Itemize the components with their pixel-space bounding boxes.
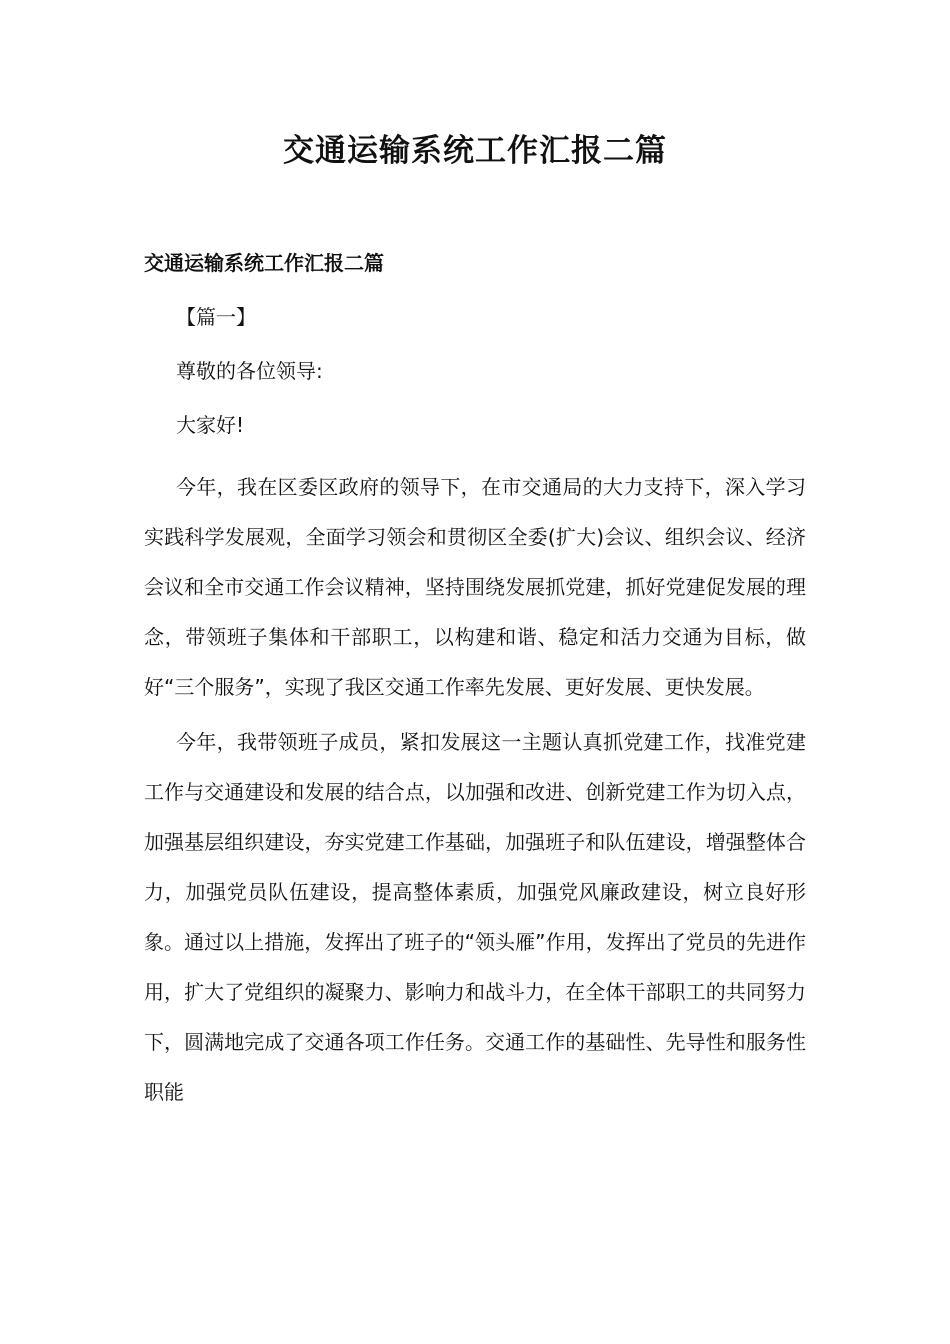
salutation: 尊敬的各位领导: (176, 359, 323, 383)
section-label: 【篇一】 (176, 305, 256, 329)
greeting: 大家好! (176, 413, 245, 437)
body-paragraph: 今年，我在区委区政府的领导下，在市交通局的大力支持下，深入学习实践科学发展观，全面学习领会和贯彻区全委(扩大)会议、组织会议、经济会议和全市交通工作会议精神，坚持围绕发展抓党建，抓好党建促发展的理念，带领班子集体和干部职工，以构建和谐、稳定和活力交通为目标，做好“三个服务”，实现了我区交通工作率先发展、更好发展、更快发展。 (144, 475, 806, 699)
document-body (144, 246, 806, 1122)
body-paragraph: 今年，我带领班子成员，紧扣发展这一主题认真抓党建工作，找准党建工作与交通建设和发展的结合点，以加强和改进、创新党建工作为切入点，加强基层组织建设，夯实党建工作基础，加强班子和队伍建设，增强整体合力，加强党员队伍建设，提高整体素质，加强党风廉政建设，树立良好形象。通过以上措施，发挥出了班子的“领头雁”作用，发挥出了党员的先进作用，扩大了党组织的凝聚力、影响力和战斗力，在全体干部职工的共同努力下，圆满地完成了交通各项工作任务。交通工作的基础性、先导性和服务性职能 (144, 730, 806, 1104)
document-title: 交通运输系统工作汇报二篇 (283, 133, 667, 169)
document-subtitle: 交通运输系统工作汇报二篇 (144, 251, 384, 275)
